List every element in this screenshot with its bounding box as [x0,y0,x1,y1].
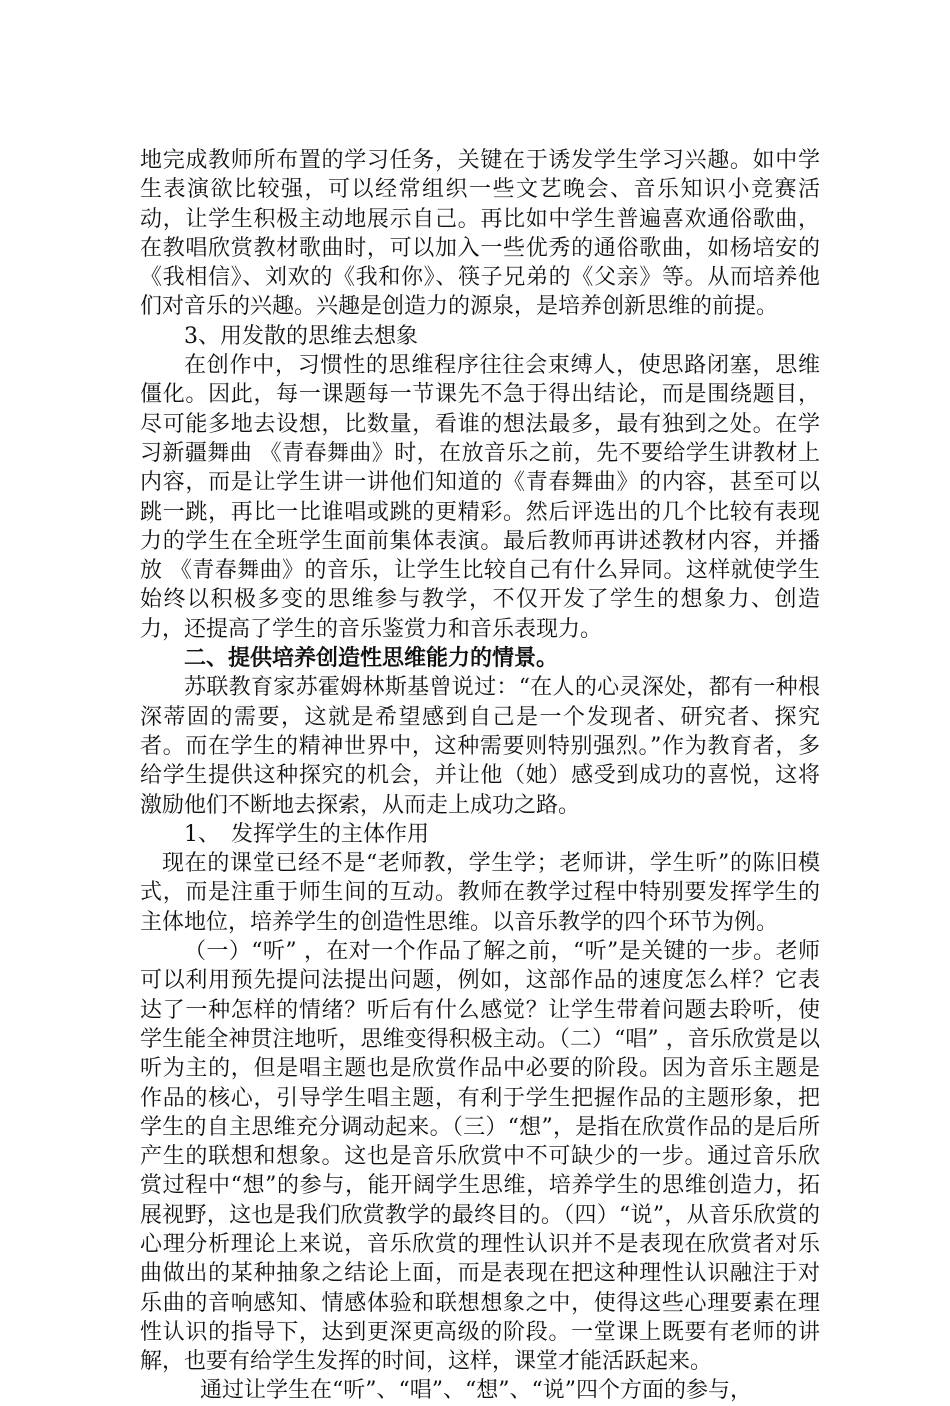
body-paragraph: 现在的课堂已经不是“老师教，学生学；老师讲，学生听”的陈旧模式，而是注重于师生间的互动。教师在教学过程中特别要发挥学生的主体地位，培养学生的创造性思维。以音乐教学的四个环节为例。 [140,851,820,935]
document-page [140,146,820,1406]
section-heading: 二、提供培养创造性思维能力的情景。 [184,645,559,672]
body-paragraph: （一）“听” ，在对一个作品了解之前，“听”是关键的一步。老师可以利用预先提问法提出问题，例如，这部作品的速度怎么样？它表达了一种怎样的情绪？听后有什么感觉？让学生带着问题去聆听，使学生能全神贯注地听，思维变得积极主动。（二）“唱” ，音乐欣赏是以听为主的，但是唱主题也是欣赏作品中必要的阶段。因为音乐主题是作品的核心，引导学生唱主题，有利于学生把握作品的主题形象，把学生的自主思维充分调动起来。（三）“想”，是指在欣赏作品的是后所产生的联想和想象。这也是音乐欣赏中不可缺少的一步。通过音乐欣赏过程中“想”的参与，能开阔学生思维，培养学生的思维创造力，拓展视野，这也是我们欣赏教学的最终目的。（四）“说”，从音乐欣赏的心理分析理论上来说，音乐欣赏的理性认识并不是表现在欣赏者对乐曲做出的某种抽象之结论上面，而是表现在把这种理性认识融注于对乐曲的音响感知、情感体验和联想想象之中，使得这些心理要素在理性认识的指导下，达到更深更高级的阶段。一堂课上既要有老师的讲解，也要有给学生发挥的时间，这样，课堂才能活跃起来。 [140,939,820,1375]
section-subheading: 1、 发挥学生的主体作用 [184,821,429,847]
body-paragraph: 苏联教育家苏霍姆林斯基曾说过：“在人的心灵深处，都有一种根深蒂固的需要，这就是希望感到自己是一个发现者、研究者、探究者。而在学生的精神世界中，这种需要则特别强烈。”作为教育者，多给学生提供这种探究的机会，并让他（她）感受到成功的喜悦，这将激励他们不断地去探索，从而走上成功之路。 [140,675,820,818]
body-paragraph: 通过让学生在“听”、“唱”、“想”、“说”四个方面的参与， [200,1378,752,1404]
body-paragraph: 在创作中，习惯性的思维程序往往会束缚人，使思路闭塞，思维僵化。因此，每一课题每一节课先不急于得出结论，而是围绕题目，尽可能多地去设想，比数量，看谁的想法最多，最有独到之处。在学习新疆舞曲 《青春舞曲》时，在放音乐之前，先不要给学生讲教材上内容，而是让学生讲一讲他们知道的《青春舞曲》的内容，甚至可以跳一跳，再比一比谁唱或跳的更精彩。然后评选出的几个比较有表现力的学生在全班学生面前集体表演。最后教师再讲述教材内容，并播放 《青春舞曲》的音乐，让学生比较自己有什么异同。这样就使学生始终以积极多变的思维参与教学，不仅开发了学生的想象力、创造力，还提高了学生的音乐鉴赏力和音乐表现力。 [140,353,820,642]
section-subheading: 3、用发散的思维去想象 [184,323,418,349]
body-paragraph: 地完成教师所布置的学习任务，关键在于诱发学生学习兴趣。如中学生表演欲比较强，可以经常组织一些文艺晚会、音乐知识小竞赛活动，让学生积极主动地展示自己。再比如中学生普遍喜欢通俗歌曲，在教唱欣赏教材歌曲时，可以加入一些优秀的通俗歌曲，如杨培安的《我相信》、刘欢的《我和你》、筷子兄弟的《父亲》等。从而培养他们对音乐的兴趣。兴趣是创造力的源泉，是培养创新思维的前提。 [140,148,820,320]
